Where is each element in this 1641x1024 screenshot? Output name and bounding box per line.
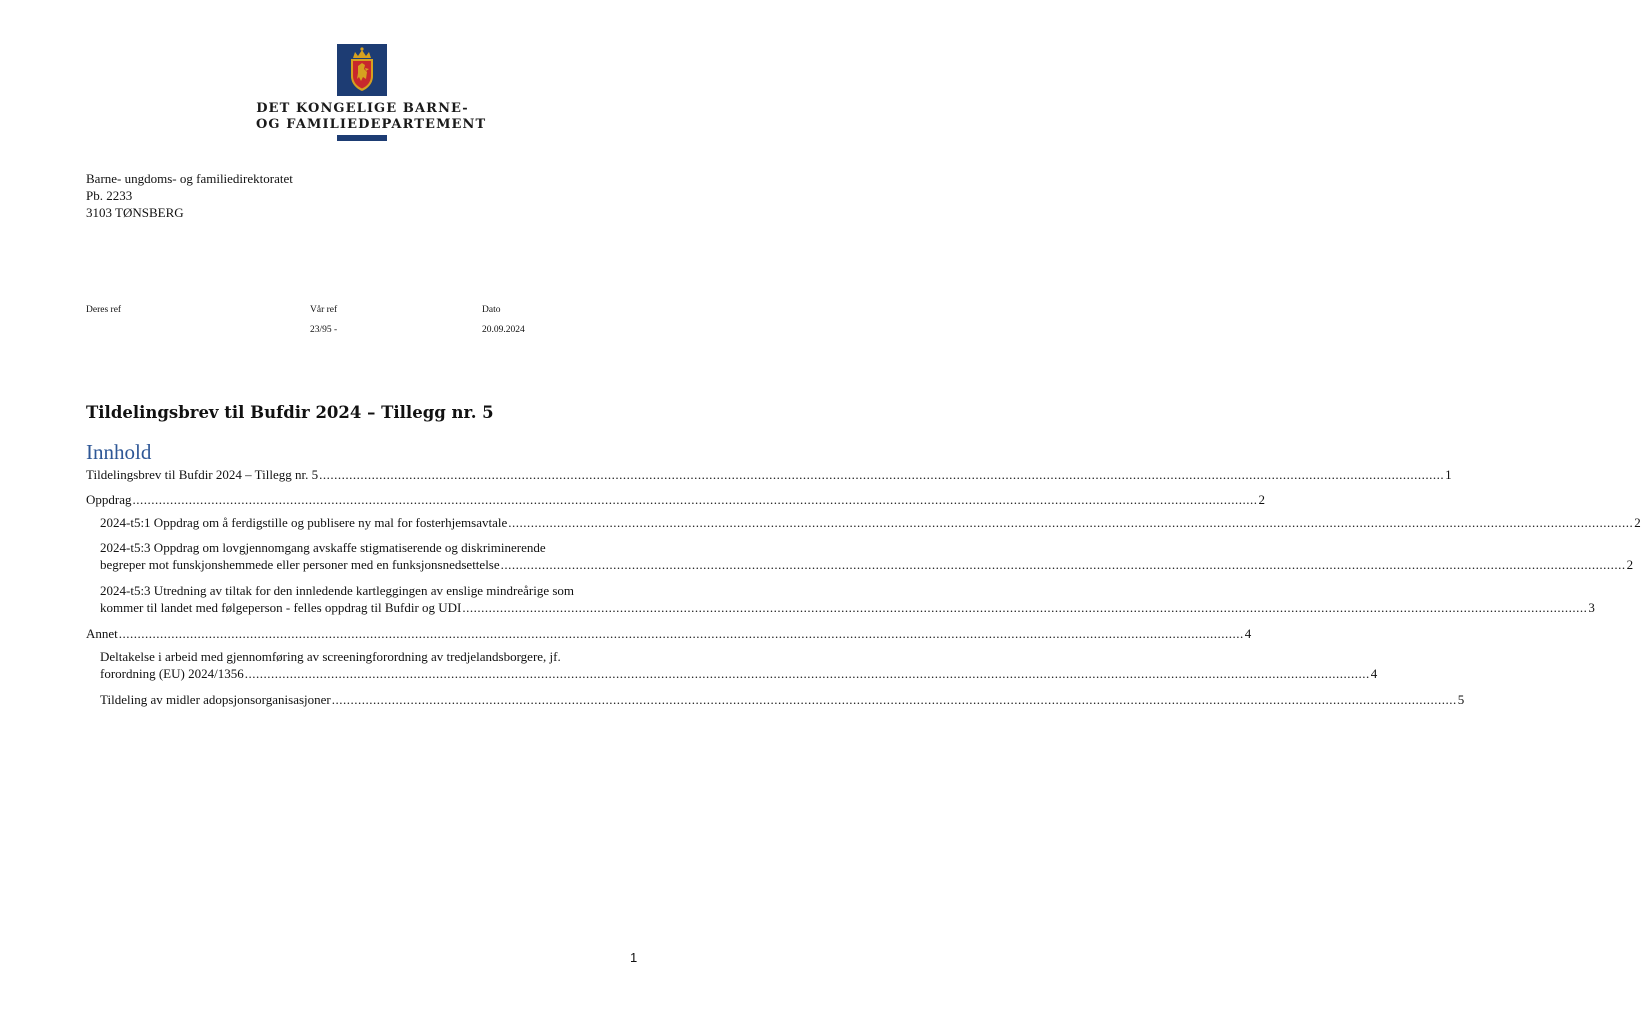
toc-entry-page: 2 (1258, 492, 1265, 507)
toc-entry-page: 2 (1626, 557, 1634, 572)
toc-entry-text: Tildelingsbrev til Bufdir 2024 – Tillegg nr. 5 (86, 467, 319, 482)
toc-entry-text: Tildeling av midler adopsjonsorganisasjoner (100, 692, 331, 707)
var-ref-value: 23/95 - (310, 325, 338, 335)
toc-entry-text-line1[interactable]: Deltakelse i arbeid med gjennomføring av screeningforordning av tredjelandsborgere, jf. (100, 649, 561, 664)
toc-leader: ............................................................................................................................................................................................................................................................................................................ (500, 557, 1626, 572)
recipient-postal: 3103 TØNSBERG (86, 205, 184, 220)
toc-entry-text-line1[interactable]: 2024-t5:3 Oppdrag om lovgjennomgang avskaffe stigmatiserende og diskriminerende (100, 540, 546, 555)
ministry-name-line2: OG FAMILIEDEPARTEMENT (256, 117, 487, 132)
toc-entry-page: 5 (1457, 692, 1465, 707)
toc-entry[interactable] (86, 466, 1452, 483)
toc-entry-page: 4 (1370, 666, 1378, 681)
toc-heading: Innhold (86, 440, 152, 464)
coat-of-arms-icon (337, 44, 387, 96)
toc-leader: ............................................................................................................................................................................................................................................................................................................ (319, 467, 1445, 482)
var-ref-label: Vår ref (310, 305, 338, 315)
recipient-po-box: Pb. 2233 (86, 188, 133, 203)
toc-entry-text: kommer til landet med følgeperson - felles oppdrag til Bufdir og UDI (100, 600, 462, 615)
toc-entry[interactable] (100, 599, 1595, 616)
toc-entry-page: 2 (1634, 515, 1641, 530)
dato-label: Dato (482, 305, 501, 315)
toc-entry-page: 1 (1445, 467, 1452, 482)
toc-leader: ............................................................................................................................................................................................................................................................................................................ (462, 600, 1588, 615)
toc-entry-text: 2024-t5:1 Oppdrag om å ferdigstille og publisere ny mal for fosterhjemsavtale (100, 515, 508, 530)
toc-entry-text-line1[interactable]: 2024-t5:3 Utredning av tiltak for den innledende kartleggingen av enslige mindreårige som (100, 583, 575, 598)
page-number: 1 (630, 950, 638, 965)
recipient-address (86, 170, 293, 221)
toc-entry[interactable] (100, 665, 1378, 682)
toc-entry-text: begreper mot funskjonshemmede eller personer med en funksjonsnedsettelse (100, 557, 500, 572)
ministry-name-line1: DET KONGELIGE BARNE- (256, 101, 469, 116)
toc-entry[interactable] (86, 491, 1265, 508)
toc-leader: ............................................................................................................................................................................................................................................................................................................ (132, 492, 1258, 507)
toc-entry[interactable] (100, 556, 1634, 573)
toc-entry-page: 3 (1588, 600, 1595, 615)
toc-entry[interactable] (100, 514, 1641, 531)
toc-entry[interactable] (86, 625, 1252, 642)
toc-entry-text: forordning (EU) 2024/1356 (100, 666, 244, 681)
toc-entry[interactable] (100, 691, 1465, 708)
document-title: Tildelingsbrev til Bufdir 2024 – Tillegg nr. 5 (86, 403, 494, 422)
deres-ref-label: Deres ref (86, 305, 122, 315)
toc-entry-text: Annet (86, 626, 118, 641)
toc-entry-page: 4 (1244, 626, 1252, 641)
toc-leader: ............................................................................................................................................................................................................................................................................................................ (331, 692, 1457, 707)
toc-leader: ............................................................................................................................................................................................................................................................................................................ (508, 515, 1634, 530)
logo-bar (337, 135, 387, 141)
dato-value: 20.09.2024 (482, 325, 525, 335)
toc-entry-text: Oppdrag (86, 492, 132, 507)
recipient-name: Barne- ungdoms- og familiedirektoratet (86, 171, 293, 186)
toc-leader: ............................................................................................................................................................................................................................................................................................................ (118, 626, 1244, 641)
toc-leader: ............................................................................................................................................................................................................................................................................................................ (244, 666, 1370, 681)
